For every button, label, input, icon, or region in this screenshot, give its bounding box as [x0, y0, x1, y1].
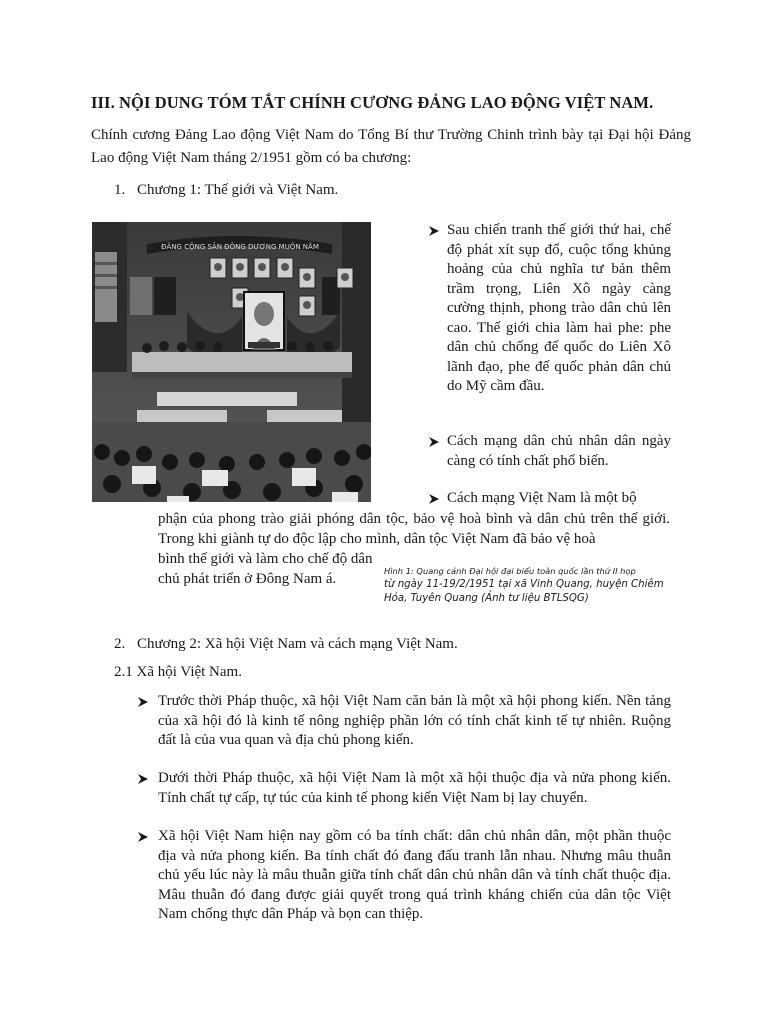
ch1-bullet-2-text: Cách mạng dân chủ nhân dân ngày càng có tính chất phổ biến. — [447, 433, 671, 469]
banner-text: ĐẢNG CỘNG SẢN ĐÔNG DƯƠNG MUÔN NĂM — [161, 243, 319, 251]
congress-photo-illustration — [92, 222, 371, 502]
photo-caption — [384, 564, 676, 606]
ch1-bullet-3-text: Cách mạng Việt Nam là một bộ — [447, 490, 637, 506]
arrow-bullet-icon — [428, 436, 440, 448]
section-heading: III. NỘI DUNG TÓM TẮT CHÍNH CƯƠNG ĐẢNG LAO ĐỘNG VIỆT NAM. — [91, 93, 654, 112]
subsection-2-1: 2.1 Xã hội Việt Nam. — [114, 664, 242, 680]
arrow-bullet-icon — [137, 831, 149, 843]
chapter-1-heading — [114, 180, 338, 200]
ch1-bullet-1-text: Sau chiến tranh thế giới thứ hai, chế độ phát xít sụp đổ, cuộc tổng khủng hoảng của chủ nghĩa tư bản thêm trầm trọng, Liên Xô ngày càng cường thịnh, phong trào dân chủ lên cao. Thế giới chia làm hai phe: phe dân chủ chống đế quốc do Liên Xô lãnh đạo, phe đế quốc phản dân chủ do Mỹ cầm đầu. — [447, 222, 671, 394]
ch1-bullet-3-continuation: phận của phong trào giải phóng dân tộc, bảo vệ hoà bình và dân chủ trên thế giới. Trong khi giành tự do độc lập cho mình, dân tộc Việt Nam đã bảo vệ hoà — [158, 511, 670, 547]
ch2-bullet-1 — [137, 692, 671, 751]
chapter-1-title: Chương 1: Thế giới và Việt Nam. — [137, 182, 339, 198]
caption-line-1: Hình 1: Quang cảnh Đại hội đại biểu toàn quốc lần thứ II họp — [384, 566, 636, 576]
arrow-bullet-icon — [137, 696, 149, 708]
arrow-bullet-icon — [428, 225, 440, 237]
chapter-2-title: Chương 2: Xã hội Việt Nam và cách mạng Việt Nam. — [137, 636, 458, 652]
ch1-bullet-1 — [428, 221, 671, 397]
ch2-bullet-2 — [137, 769, 671, 808]
ch2-bullet-3 — [137, 827, 671, 925]
ch2-bullet-2-text: Dưới thời Pháp thuộc, xã hội Việt Nam là một xã hội thuộc địa và nửa phong kiến. Tính chất tự cấp, tự túc của kinh tế phong kiến Việt Nam bị lay chuyển. — [158, 770, 671, 806]
ch2-bullet-3-text: Xã hội Việt Nam hiện nay gồm có ba tính chất: dân chủ nhân dân, một phần thuộc địa và nửa phong kiến. Ba tính chất đó đang đấu tranh lẫn nhau. Nhưng mâu thuẫn chủ yếu lúc này là mâu thuẫn giữa tính chất dân chủ nhân dân và tính chất thuộc địa. Mâu thuẫn đó đang được giải quyết trong quá trình kháng chiến của dân tộc Việt Nam chống thực dân Pháp và bọn can thiệp. — [158, 828, 671, 922]
chapter-1-number: 1. — [114, 182, 126, 198]
caption-line-2: từ ngày 11-19/2/1951 tại xã Vinh Quang, huyện Chiêm Hóa, Tuyên Quang (Ảnh tư liệu BTLSQG) — [384, 579, 664, 604]
ch1-bullet-2 — [428, 432, 671, 471]
chapter-2-number: 2. — [114, 636, 126, 652]
ch1-bullet-3 — [428, 489, 671, 509]
ch1-bullet-3-continuation-narrow: bình thế giới và làm cho chế độ dân chủ phát triển ở Đông Nam á. — [158, 551, 373, 587]
congress-photo — [92, 222, 371, 502]
arrow-bullet-icon — [137, 773, 149, 785]
arrow-bullet-icon — [428, 493, 440, 505]
intro-paragraph: Chính cương Đảng Lao động Việt Nam do Tổng Bí thư Trường Chinh trình bày tại Đại hội Đảng Lao động Việt Nam tháng 2/1951 gồm có ba chương: — [91, 127, 691, 166]
chapter-2-heading — [114, 634, 458, 654]
ch2-bullet-1-text: Trước thời Pháp thuộc, xã hội Việt Nam căn bản là một xã hội phong kiến. Nền tảng của xã hội đó là kinh tế nông nghiệp phần lớn có tính chất kinh tế tự nhiên. Ruộng đất là của vua quan và địa chủ phong kiến. — [158, 693, 671, 748]
